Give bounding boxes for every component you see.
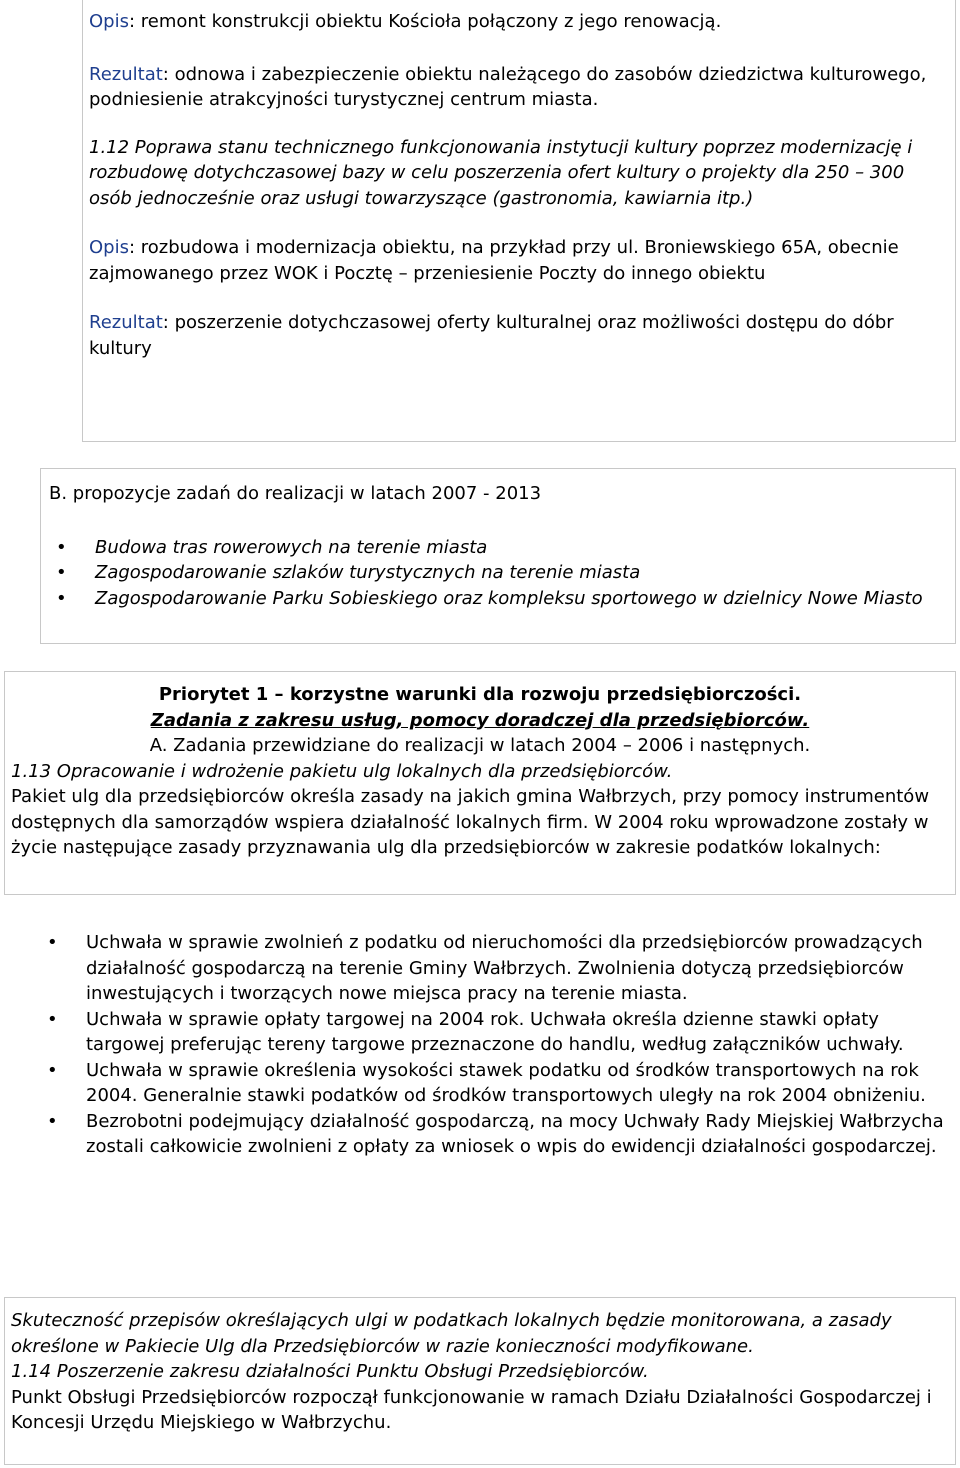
bullet-icon: •	[56, 536, 67, 558]
opis-1	[89, 9, 949, 35]
tasks-subheading: A. Zadania przewidziane do realizacji w latach 2004 – 2006 i następnych.	[149, 735, 811, 756]
resolutions-list	[40, 930, 952, 1160]
bullet-icon: •	[47, 1110, 58, 1132]
section-box-culture	[82, 0, 956, 442]
opis-2-label: Opis	[89, 237, 129, 258]
monitoring-note: Skuteczność przepisów określających ulgi w podatkach lokalnych będzie monitorowana, a zasady określone w Pakiecie Ulg dla Przedsiębiorców w razie konieczności modyfikowane.	[11, 1310, 892, 1357]
list-item: • Uchwała w sprawie określenia wysokości stawek podatku od środków transportowych na rok 2004. Generalnie stawki podatków od środków transportowych uległy na rok 2004 obniżeniu.	[47, 1059, 926, 1106]
section-box-priority	[4, 671, 956, 895]
section-box-proposals	[40, 468, 956, 644]
list-item: • Zagospodarowanie Parku Sobieskiego oraz kompleksu sportowego w dzielnicy Nowe Miasto	[49, 586, 947, 612]
bullet-icon: •	[56, 587, 67, 609]
opis-1-text: : remont konstrukcji obiektu Kościoła połączony z jego renowacją.	[128, 11, 722, 32]
bullet-icon: •	[47, 1059, 58, 1081]
service-point-paragraph: Punkt Obsługi Przedsiębiorców rozpoczął funkcjonowanie w ramach Działu Działalności Gospodarczej i Koncesji Urzędu Miejskiego w Wałbrzychu.	[11, 1386, 932, 1433]
list-item: • Budowa tras rowerowych na terenie miasta	[49, 535, 947, 561]
relief-package-paragraph: Pakiet ulg dla przedsiębiorców określa zasady na jakich gmina Wałbrzych, przy pomocy instrumentów dostępnych dla samorządów wspiera działalność lokalnych firm. W 2004 roku wprowadzone zostały w życie następujące zasady przyznawania ulg dla przedsiębiorców w zakresie podatków lokalnych:	[11, 786, 930, 858]
priority-title: Priorytet 1 – korzystne warunki dla rozwoju przedsiębiorczości.	[158, 684, 802, 705]
rezultat-2-label: Rezultat	[89, 312, 163, 333]
opis-1-label: Opis	[89, 11, 129, 32]
list-item: • Uchwała w sprawie opłaty targowej na 2004 rok. Uchwała określa dzienne stawki opłaty targowej preferując tereny targowe przeznaczone do handlu, według załączników uchwały.	[47, 1008, 904, 1055]
list-item: • Uchwała w sprawie zwolnień z podatku od nieruchomości dla przedsiębiorców prowadzących działalność gospodarczą na terenie Gminy Wałbrzych. Zwolnienia dotyczą przedsiębiorców inwestujących i tworzących nowe miejsca pracy na terenie miasta.	[47, 932, 923, 1004]
task-1-14: 1.14 Poszerzenie zakresu działalności Punktu Obsługi Przedsiębiorców.	[11, 1361, 649, 1382]
section-box-monitoring	[4, 1297, 956, 1465]
rezultat-2	[89, 310, 949, 361]
bullet-icon: •	[47, 932, 58, 953]
bullet-icon: •	[47, 1008, 58, 1030]
opis-2	[89, 235, 949, 286]
rezultat-1-label: Rezultat	[89, 63, 163, 85]
list-item: • Zagospodarowanie szlaków turystycznych na terenie miasta	[49, 560, 947, 586]
list-item: • Bezrobotni podejmujący działalność gospodarczą, na mocy Uchwały Rady Miejskiej Wałbrzycha zostali całkowicie zwolnieni z opłaty za wniosek o wpis do ewidencji działalności gospodarczej.	[47, 1110, 944, 1157]
opis-2-text: : rozbudowa i modernizacja obiektu, na przykład przy ul. Broniewskiego 65A, obecnie zajmowanego przez WOK i Pocztę – przeniesienie Poczty do innego obiektu	[89, 237, 899, 284]
task-1-13: 1.13 Opracowanie i wdrożenie pakietu ulg lokalnych dla przedsiębiorców.	[11, 760, 673, 782]
bullet-icon: •	[56, 562, 67, 583]
rezultat-1-text: : odnowa i zabezpieczenie obiektu należącego do zasobów dziedzictwa kulturowego, podniesienie atrakcyjności turystycznej centrum miasta.	[89, 63, 927, 110]
proposals-heading: B. propozycje zadań do realizacji w latach 2007 - 2013	[49, 483, 542, 504]
task-1-12: 1.12 Poprawa stanu technicznego funkcjonowania instytucji kultury poprzez modernizację i rozbudowę dotychczasowej bazy w celu poszerzenia ofert kultury o projekty dla 250 – 300 osób jednocześnie oraz usługi towarzyszące (gastronomia, kawiarnia itp.)	[89, 136, 913, 209]
tasks-heading: Zadania z zakresu usług, pomocy doradczej dla przedsiębiorców.	[150, 709, 810, 731]
rezultat-1	[89, 62, 949, 113]
proposals-list	[49, 535, 947, 612]
rezultat-2-text: : poszerzenie dotychczasowej oferty kulturalnej oraz możliwości dostępu do dóbr kultury	[89, 312, 894, 359]
